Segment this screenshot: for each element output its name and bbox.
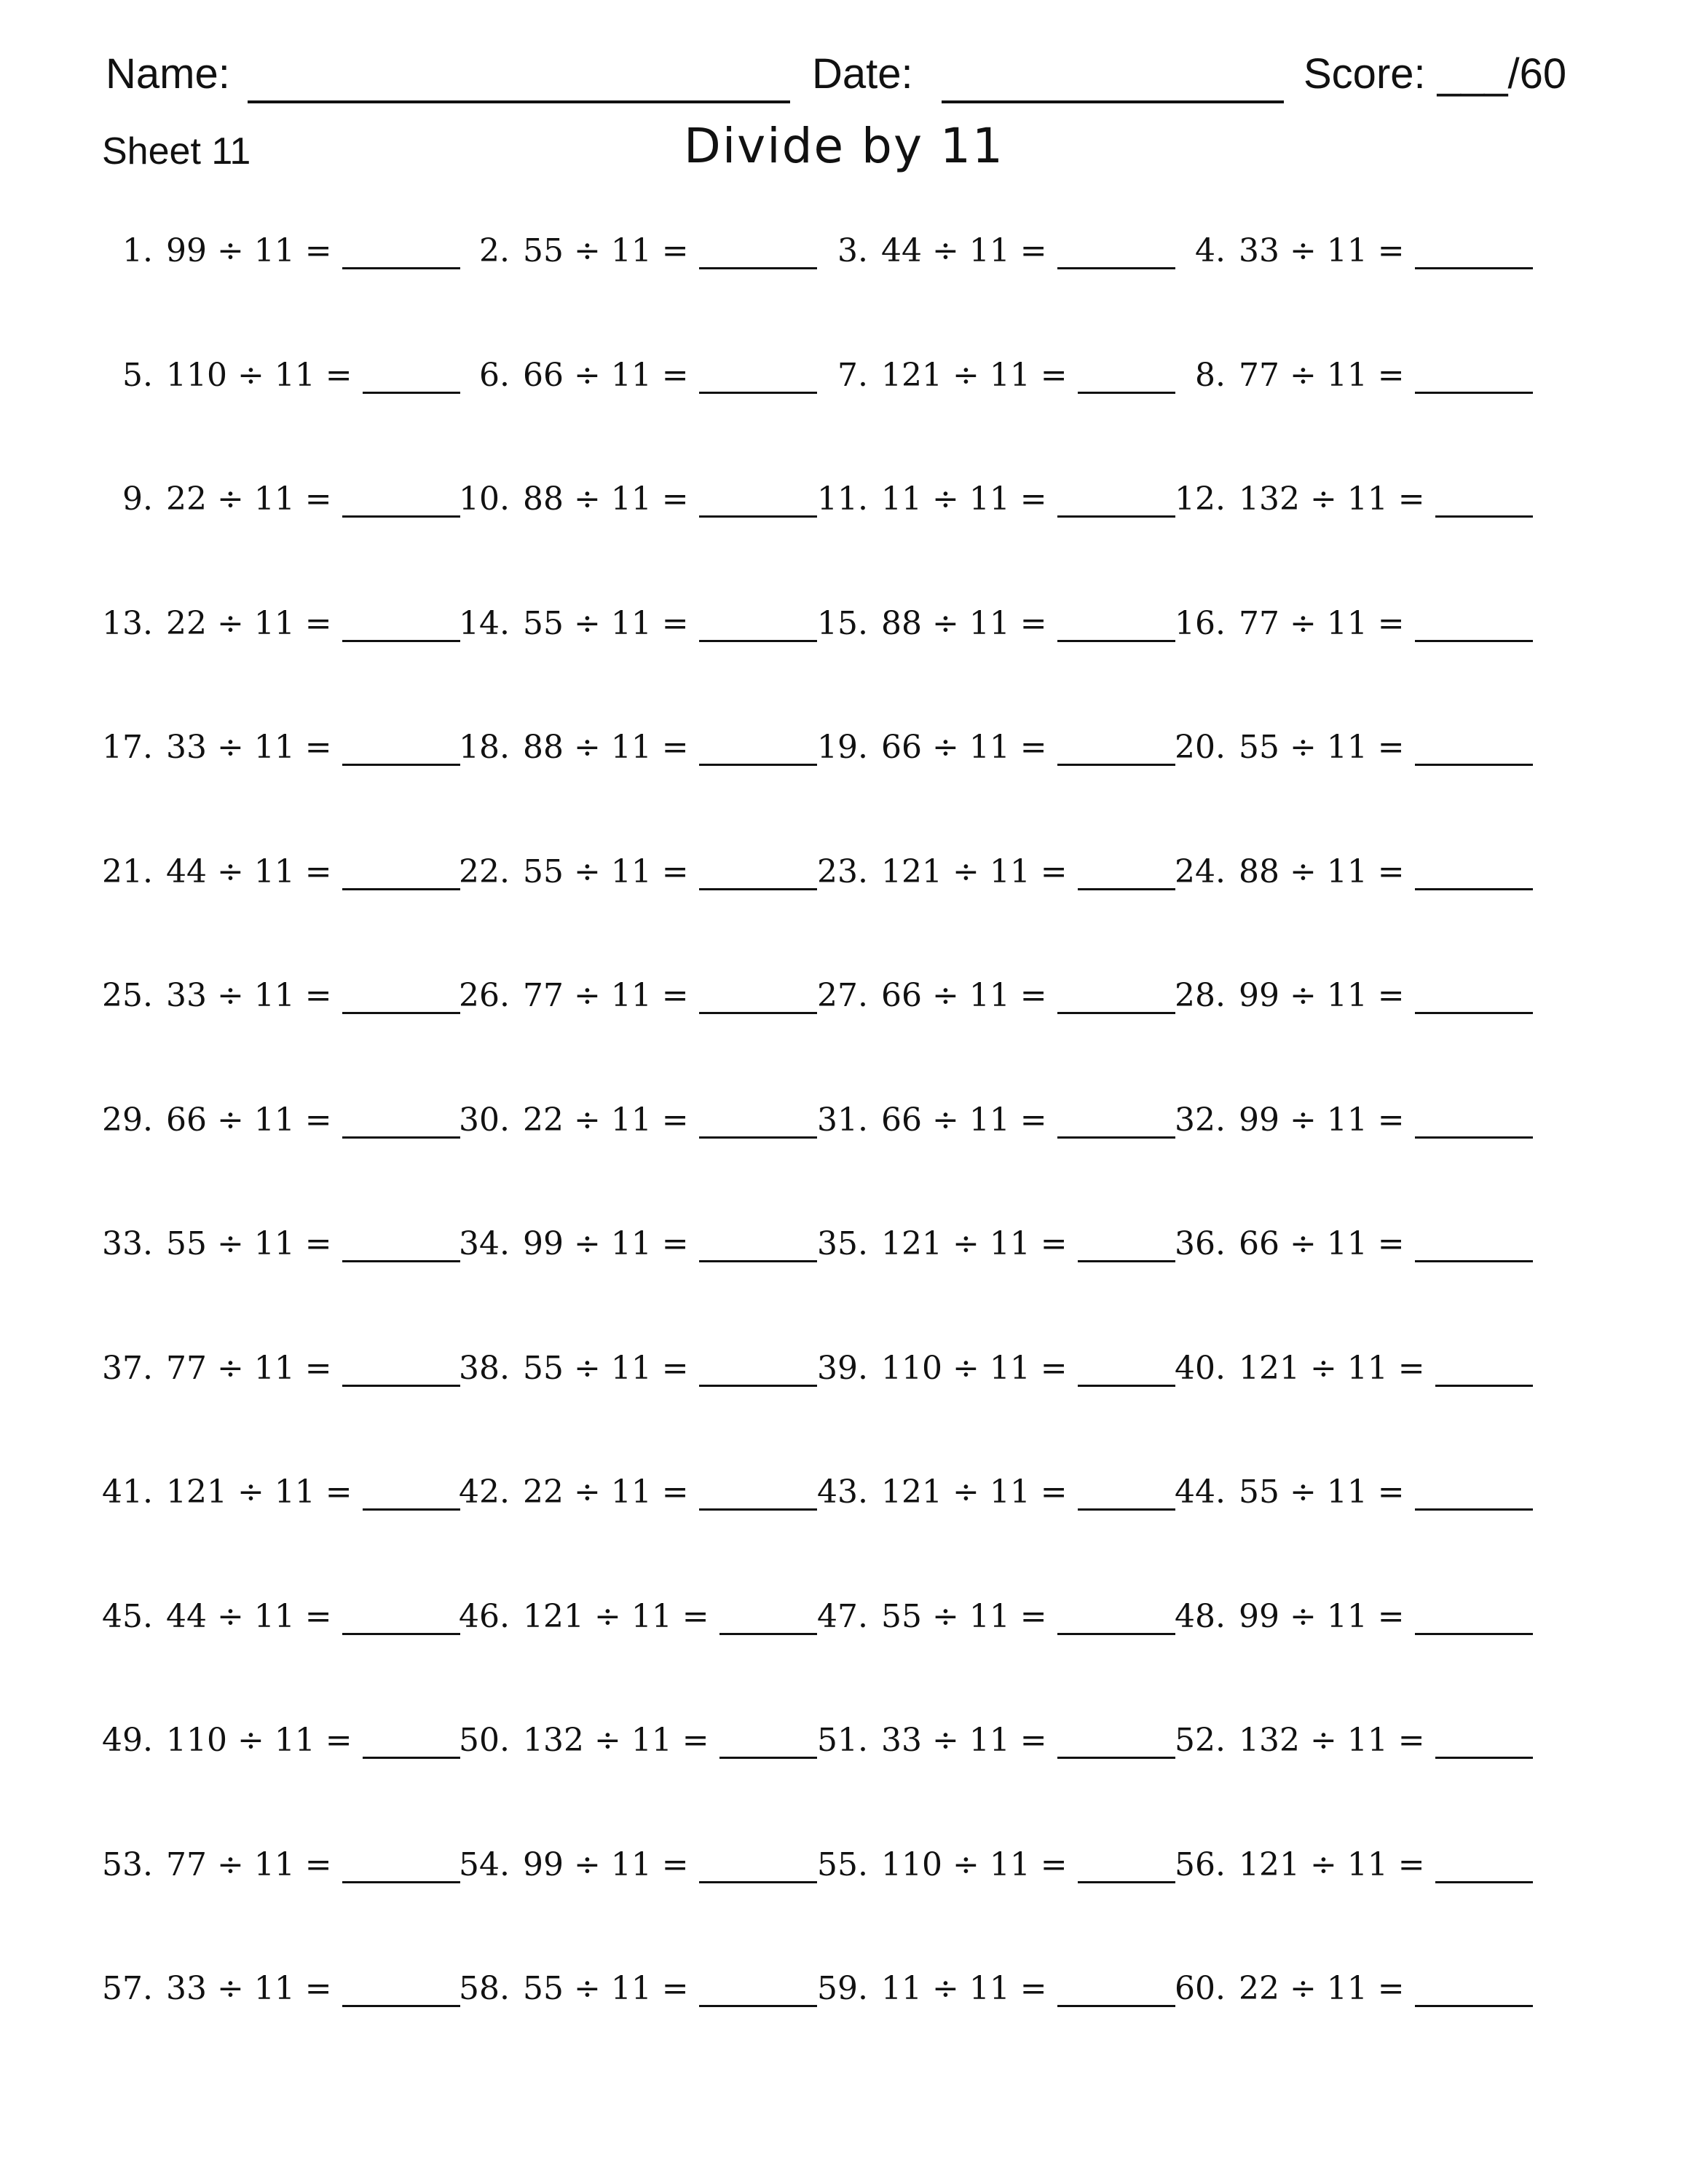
problem-number: 37.: [102, 1349, 153, 1387]
problem-expression: 66 ÷ 11 =: [881, 1101, 1047, 1139]
problem-item: [80, 1471, 488, 1514]
problem-expression: 99 ÷ 11 =: [1239, 977, 1405, 1014]
name-field[interactable]: [248, 100, 790, 103]
problem-item: [1153, 1099, 1561, 1142]
problem-item: [437, 354, 845, 397]
problem-item: [795, 229, 1203, 273]
problem-number: 48.: [1175, 1597, 1226, 1635]
answer-blank[interactable]: [1415, 1012, 1533, 1014]
problem-number: 12.: [1175, 480, 1226, 518]
problem-number: 45.: [102, 1597, 153, 1635]
problem-item: [80, 1719, 488, 1762]
problem-expression: 110 ÷ 11 =: [881, 1349, 1068, 1387]
problem-number: 56.: [1175, 1845, 1226, 1883]
problem-number: 30.: [459, 1101, 510, 1139]
date-label: Date:: [812, 50, 913, 98]
problem-item: [795, 974, 1203, 1018]
problem-expression: 22 ÷ 11 =: [523, 1101, 689, 1139]
problem-item: [795, 850, 1203, 894]
problem-expression: 88 ÷ 11 =: [881, 604, 1047, 642]
problem-expression: 55 ÷ 11 =: [523, 1970, 689, 2007]
problem-item: [80, 229, 488, 273]
problem-expression: 44 ÷ 11 =: [166, 1597, 332, 1635]
problem-item: [1153, 1471, 1561, 1514]
sheet-label: Sheet 11: [102, 130, 251, 173]
problem-item: [795, 1843, 1203, 1887]
problem-item: [1153, 1967, 1561, 2011]
problem-expression: 55 ÷ 11 =: [166, 1225, 332, 1262]
problem-number: 10.: [459, 480, 510, 518]
problem-number: 46.: [459, 1597, 510, 1635]
problem-number: 60.: [1175, 1970, 1226, 2007]
worksheet-header: [106, 50, 1586, 108]
problem-item: [1153, 1843, 1561, 1887]
problem-number: 15.: [817, 604, 868, 642]
problem-number: 28.: [1175, 977, 1226, 1014]
problem-number: 13.: [102, 604, 153, 642]
problem-number: 21.: [102, 852, 153, 890]
problem-number: 9.: [122, 480, 153, 518]
answer-blank[interactable]: [1415, 2005, 1533, 2007]
problem-item: [437, 229, 845, 273]
problem-item: [437, 850, 845, 894]
problem-number: 42.: [459, 1473, 510, 1511]
problem-expression: 44 ÷ 11 =: [881, 232, 1047, 269]
problem-number: 51.: [817, 1722, 868, 1759]
problem-number: 1.: [122, 232, 153, 269]
problem-number: 7.: [837, 356, 868, 394]
problem-item: [795, 1719, 1203, 1762]
problem-item: [437, 602, 845, 646]
problem-item: [795, 602, 1203, 646]
problem-number: 32.: [1175, 1101, 1226, 1139]
problem-expression: 22 ÷ 11 =: [523, 1473, 689, 1511]
problem-item: [795, 478, 1203, 521]
answer-blank[interactable]: [1435, 1757, 1533, 1759]
problem-expression: 88 ÷ 11 =: [523, 729, 689, 766]
problem-expression: 55 ÷ 11 =: [523, 1349, 689, 1387]
answer-blank[interactable]: [1435, 1385, 1533, 1387]
name-label: Name:: [106, 50, 230, 98]
problem-number: 59.: [817, 1970, 868, 2007]
problem-expression: 110 ÷ 11 =: [166, 1722, 352, 1759]
problem-expression: 121 ÷ 11 =: [1239, 1349, 1425, 1387]
problem-expression: 77 ÷ 11 =: [523, 977, 689, 1014]
problem-item: [1153, 1719, 1561, 1762]
problem-item: [1153, 602, 1561, 646]
problem-expression: 121 ÷ 11 =: [881, 1473, 1068, 1511]
problem-item: [437, 1595, 845, 1639]
problem-expression: 22 ÷ 11 =: [166, 604, 332, 642]
problem-expression: 33 ÷ 11 =: [881, 1722, 1047, 1759]
problem-item: [80, 1843, 488, 1887]
problem-number: 43.: [817, 1473, 868, 1511]
problem-number: 27.: [817, 977, 868, 1014]
answer-blank[interactable]: [1415, 1633, 1533, 1635]
problem-number: 18.: [459, 729, 510, 766]
problem-item: [80, 726, 488, 769]
problem-item: [795, 1347, 1203, 1390]
page-title: Divide by 11: [684, 118, 1004, 174]
problem-number: 39.: [817, 1349, 868, 1387]
problem-expression: 88 ÷ 11 =: [523, 480, 689, 518]
problem-number: 50.: [459, 1722, 510, 1759]
problem-number: 22.: [459, 852, 510, 890]
problem-expression: 66 ÷ 11 =: [881, 729, 1047, 766]
problem-expression: 88 ÷ 11 =: [1239, 852, 1405, 890]
problem-item: [437, 1719, 845, 1762]
problem-item: [437, 726, 845, 769]
problem-expression: 11 ÷ 11 =: [881, 1970, 1047, 2007]
problem-item: [795, 1595, 1203, 1639]
problem-number: 49.: [102, 1722, 153, 1759]
problem-number: 11.: [817, 480, 868, 518]
problem-expression: 121 ÷ 11 =: [1239, 1845, 1425, 1883]
problem-expression: 121 ÷ 11 =: [881, 852, 1068, 890]
problem-item: [795, 1222, 1203, 1266]
problem-expression: 132 ÷ 11 =: [1239, 1722, 1425, 1759]
problem-number: 25.: [102, 977, 153, 1014]
problem-item: [437, 1347, 845, 1390]
problem-item: [1153, 1595, 1561, 1639]
problem-expression: 66 ÷ 11 =: [166, 1101, 332, 1139]
problem-item: [80, 354, 488, 397]
problem-item: [437, 974, 845, 1018]
problem-number: 35.: [817, 1225, 868, 1262]
problem-number: 34.: [459, 1225, 510, 1262]
problem-number: 55.: [817, 1845, 868, 1883]
problem-expression: 132 ÷ 11 =: [1239, 480, 1425, 518]
answer-blank[interactable]: [1415, 764, 1533, 766]
problem-number: 31.: [817, 1101, 868, 1139]
answer-blank[interactable]: [1415, 640, 1533, 642]
problem-number: 8.: [1195, 356, 1226, 394]
problem-item: [1153, 726, 1561, 769]
problem-number: 20.: [1175, 729, 1226, 766]
problem-expression: 44 ÷ 11 =: [166, 852, 332, 890]
problem-number: 3.: [837, 232, 868, 269]
problem-item: [795, 1099, 1203, 1142]
problem-item: [80, 1222, 488, 1266]
problem-expression: 11 ÷ 11 =: [881, 480, 1047, 518]
problem-number: 58.: [459, 1970, 510, 2007]
problem-item: [1153, 1222, 1561, 1266]
problem-expression: 99 ÷ 11 =: [166, 232, 332, 269]
problem-number: 26.: [459, 977, 510, 1014]
problem-item: [80, 1099, 488, 1142]
problem-number: 47.: [817, 1597, 868, 1635]
problem-number: 5.: [122, 356, 153, 394]
date-field[interactable]: [942, 100, 1284, 103]
problem-expression: 99 ÷ 11 =: [1239, 1597, 1405, 1635]
problem-item: [437, 1222, 845, 1266]
problem-item: [80, 1967, 488, 2011]
problem-number: 33.: [102, 1225, 153, 1262]
problem-number: 16.: [1175, 604, 1226, 642]
problem-item: [437, 1967, 845, 2011]
problem-expression: 55 ÷ 11 =: [881, 1597, 1047, 1635]
problem-expression: 22 ÷ 11 =: [1239, 1970, 1405, 2007]
problem-number: 19.: [817, 729, 868, 766]
problem-expression: 121 ÷ 11 =: [523, 1597, 709, 1635]
problem-number: 41.: [102, 1473, 153, 1511]
problem-expression: 33 ÷ 11 =: [166, 1970, 332, 2007]
score-label: Score: ___/60: [1304, 50, 1567, 98]
problem-number: 38.: [459, 1349, 510, 1387]
problem-expression: 121 ÷ 11 =: [166, 1473, 352, 1511]
problem-number: 4.: [1195, 232, 1226, 269]
problem-number: 40.: [1175, 1349, 1226, 1387]
problem-item: [437, 1843, 845, 1887]
problem-expression: 99 ÷ 11 =: [523, 1225, 689, 1262]
problem-expression: 132 ÷ 11 =: [523, 1722, 709, 1759]
problem-expression: 55 ÷ 11 =: [1239, 729, 1405, 766]
problem-expression: 55 ÷ 11 =: [523, 604, 689, 642]
problem-expression: 77 ÷ 11 =: [166, 1349, 332, 1387]
problem-item: [437, 1471, 845, 1514]
problem-expression: 33 ÷ 11 =: [1239, 232, 1405, 269]
answer-blank[interactable]: [1415, 888, 1533, 890]
problem-expression: 77 ÷ 11 =: [1239, 356, 1405, 394]
problem-item: [795, 1471, 1203, 1514]
problem-number: 57.: [102, 1970, 153, 2007]
problem-number: 24.: [1175, 852, 1226, 890]
problem-expression: 110 ÷ 11 =: [881, 1845, 1068, 1883]
problem-number: 17.: [102, 729, 153, 766]
problem-number: 29.: [102, 1101, 153, 1139]
answer-blank[interactable]: [1435, 1881, 1533, 1883]
answer-blank[interactable]: [1415, 1260, 1533, 1262]
problem-item: [795, 354, 1203, 397]
problem-item: [1153, 1347, 1561, 1390]
problem-expression: 99 ÷ 11 =: [1239, 1101, 1405, 1139]
problem-item: [1153, 850, 1561, 894]
problem-expression: 99 ÷ 11 =: [523, 1845, 689, 1883]
problem-item: [437, 1099, 845, 1142]
answer-blank[interactable]: [1415, 1136, 1533, 1139]
problem-number: 52.: [1175, 1722, 1226, 1759]
problem-number: 53.: [102, 1845, 153, 1883]
problem-item: [1153, 974, 1561, 1018]
problem-number: 14.: [459, 604, 510, 642]
problem-item: [80, 478, 488, 521]
problem-number: 36.: [1175, 1225, 1226, 1262]
problem-expression: 66 ÷ 11 =: [881, 977, 1047, 1014]
problem-expression: 33 ÷ 11 =: [166, 729, 332, 766]
answer-blank[interactable]: [1415, 1508, 1533, 1511]
problem-expression: 55 ÷ 11 =: [523, 852, 689, 890]
problem-item: [1153, 478, 1561, 521]
problem-item: [437, 478, 845, 521]
problem-number: 6.: [479, 356, 510, 394]
problem-item: [795, 1967, 1203, 2011]
problem-number: 44.: [1175, 1473, 1226, 1511]
problem-expression: 77 ÷ 11 =: [166, 1845, 332, 1883]
problem-number: 2.: [479, 232, 510, 269]
problem-item: [80, 974, 488, 1018]
problem-expression: 33 ÷ 11 =: [166, 977, 332, 1014]
problem-item: [80, 602, 488, 646]
problem-expression: 22 ÷ 11 =: [166, 480, 332, 518]
problem-item: [80, 1595, 488, 1639]
problem-expression: 55 ÷ 11 =: [523, 232, 689, 269]
problem-number: 54.: [459, 1845, 510, 1883]
problem-expression: 55 ÷ 11 =: [1239, 1473, 1405, 1511]
answer-blank[interactable]: [1415, 392, 1533, 394]
problem-expression: 77 ÷ 11 =: [1239, 604, 1405, 642]
problem-item: [795, 726, 1203, 769]
problem-expression: 66 ÷ 11 =: [1239, 1225, 1405, 1262]
problem-expression: 66 ÷ 11 =: [523, 356, 689, 394]
problem-expression: 121 ÷ 11 =: [881, 356, 1068, 394]
problem-item: [80, 850, 488, 894]
problem-expression: 121 ÷ 11 =: [881, 1225, 1068, 1262]
answer-blank[interactable]: [1435, 515, 1533, 518]
problem-item: [1153, 354, 1561, 397]
answer-blank[interactable]: [1415, 267, 1533, 269]
problem-number: 23.: [817, 852, 868, 890]
problem-expression: 110 ÷ 11 =: [166, 356, 352, 394]
problem-item: [80, 1347, 488, 1390]
problem-item: [1153, 229, 1561, 273]
